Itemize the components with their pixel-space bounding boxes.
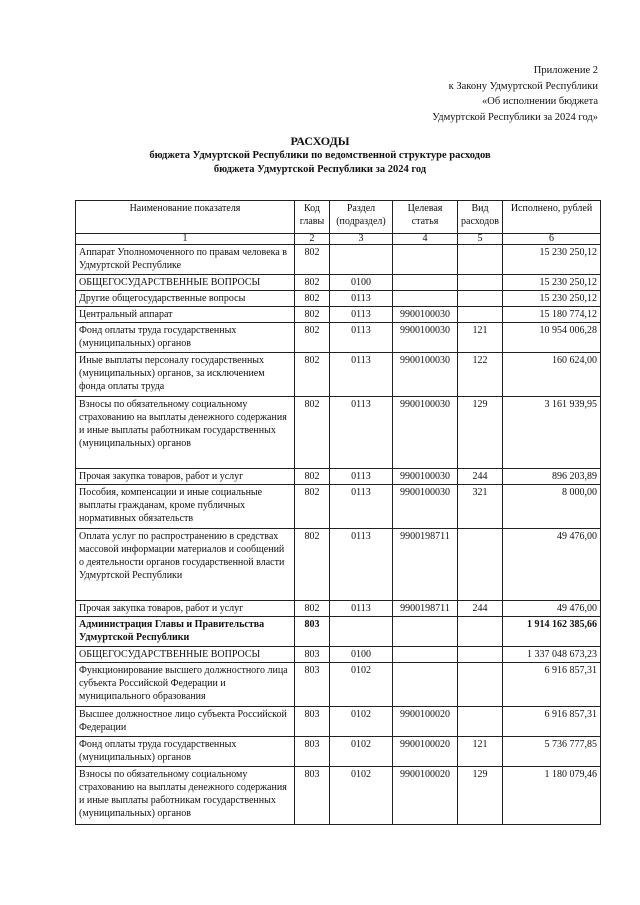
row-name-cell: Администрация Главы и Правительства Удмуртской Республики bbox=[76, 617, 295, 647]
column-number: 2 bbox=[295, 234, 330, 245]
column-number: 3 bbox=[330, 234, 393, 245]
row-name-cell: Высшее должностное лицо субъекта Российской Федерации bbox=[76, 707, 295, 737]
table-row bbox=[76, 707, 601, 737]
row-code-cell: 802 bbox=[295, 353, 330, 397]
row-section-cell: 0102 bbox=[330, 767, 393, 825]
row-amount-cell: 160 624,00 bbox=[503, 353, 601, 397]
row-name-cell: Иные выплаты персоналу государственных (муниципальных) органов, за исключением фонда оплаты труда bbox=[76, 353, 295, 397]
row-type-cell: 129 bbox=[458, 397, 503, 469]
row-type-cell bbox=[458, 291, 503, 307]
row-section-cell bbox=[330, 245, 393, 275]
row-section-cell: 0113 bbox=[330, 307, 393, 323]
row-type-cell: 244 bbox=[458, 469, 503, 485]
row-type-cell bbox=[458, 529, 503, 601]
row-section-cell: 0113 bbox=[330, 291, 393, 307]
row-section-cell: 0102 bbox=[330, 707, 393, 737]
row-amount-cell: 8 000,00 bbox=[503, 485, 601, 529]
row-section-cell: 0100 bbox=[330, 275, 393, 291]
row-name-cell: Фонд оплаты труда государственных (муниципальных) органов bbox=[76, 323, 295, 353]
row-name-cell: Взносы по обязательному социальному страхованию на выплаты денежного содержания и иные выплаты работникам государственных (муниципальных) органов bbox=[76, 397, 295, 469]
column-number: 5 bbox=[458, 234, 503, 245]
table-row bbox=[76, 397, 601, 469]
column-header-type: Вид расходов bbox=[458, 201, 503, 234]
row-target-cell: 9900100030 bbox=[393, 323, 458, 353]
row-section-cell: 0102 bbox=[330, 737, 393, 767]
row-target-cell: 9900100030 bbox=[393, 485, 458, 529]
row-target-cell: 9900100020 bbox=[393, 737, 458, 767]
row-amount-cell: 1 914 162 385,66 bbox=[503, 617, 601, 647]
table-row bbox=[76, 323, 601, 353]
row-target-cell: 9900100020 bbox=[393, 707, 458, 737]
row-code-cell: 803 bbox=[295, 647, 330, 663]
row-type-cell: 121 bbox=[458, 323, 503, 353]
row-type-cell: 121 bbox=[458, 737, 503, 767]
row-target-cell bbox=[393, 291, 458, 307]
row-code-cell: 802 bbox=[295, 245, 330, 275]
table-row bbox=[76, 601, 601, 617]
row-type-cell: 129 bbox=[458, 767, 503, 825]
row-name-cell: Аппарат Уполномоченного по правам человека в Удмуртской Республике bbox=[76, 245, 295, 275]
table-header-row bbox=[76, 201, 601, 234]
row-code-cell: 802 bbox=[295, 529, 330, 601]
row-type-cell bbox=[458, 663, 503, 707]
row-target-cell bbox=[393, 245, 458, 275]
row-name-cell: ОБЩЕГОСУДАРСТВЕННЫЕ ВОПРОСЫ bbox=[76, 275, 295, 291]
row-section-cell: 0113 bbox=[330, 529, 393, 601]
table-row bbox=[76, 617, 601, 647]
row-name-cell: Фонд оплаты труда государственных (муниципальных) органов bbox=[76, 737, 295, 767]
column-header-section: Раздел (подраздел) bbox=[330, 201, 393, 234]
row-amount-cell: 1 337 048 673,23 bbox=[503, 647, 601, 663]
table-row bbox=[76, 663, 601, 707]
row-amount-cell: 49 476,00 bbox=[503, 529, 601, 601]
appendix-line: к Закону Удмуртской Республики bbox=[448, 80, 598, 92]
row-target-cell: 9900100030 bbox=[393, 353, 458, 397]
row-target-cell: 9900198711 bbox=[393, 601, 458, 617]
table-row bbox=[76, 353, 601, 397]
row-code-cell: 802 bbox=[295, 469, 330, 485]
row-type-cell bbox=[458, 307, 503, 323]
table-row bbox=[76, 485, 601, 529]
row-name-cell: ОБЩЕГОСУДАРСТВЕННЫЕ ВОПРОСЫ bbox=[76, 647, 295, 663]
row-name-cell: Прочая закупка товаров, работ и услуг bbox=[76, 601, 295, 617]
table-row bbox=[76, 647, 601, 663]
column-number: 4 bbox=[393, 234, 458, 245]
row-section-cell: 0113 bbox=[330, 485, 393, 529]
row-amount-cell: 15 230 250,12 bbox=[503, 275, 601, 291]
table-row bbox=[76, 245, 601, 275]
appendix-block bbox=[298, 63, 598, 125]
column-number: 6 bbox=[503, 234, 601, 245]
row-code-cell: 803 bbox=[295, 707, 330, 737]
table-row bbox=[76, 767, 601, 825]
row-name-cell: Оплата услуг по распространению в средствах массовой информации материалов и сообщений о деятельности органов государственной власти Удмуртской Республики bbox=[76, 529, 295, 601]
row-name-cell: Другие общегосударственные вопросы bbox=[76, 291, 295, 307]
row-name-cell: Функционирование высшего должностного лица субъекта Российской Федерации и муниципального образования bbox=[76, 663, 295, 707]
row-section-cell bbox=[330, 617, 393, 647]
row-type-cell bbox=[458, 275, 503, 291]
row-type-cell: 321 bbox=[458, 485, 503, 529]
row-target-cell: 9900100020 bbox=[393, 767, 458, 825]
column-number: 1 bbox=[76, 234, 295, 245]
row-target-cell bbox=[393, 663, 458, 707]
row-code-cell: 802 bbox=[295, 291, 330, 307]
row-amount-cell: 1 180 079,46 bbox=[503, 767, 601, 825]
row-section-cell: 0100 bbox=[330, 647, 393, 663]
expenditure-table bbox=[75, 200, 601, 825]
row-name-cell: Центральный аппарат bbox=[76, 307, 295, 323]
row-target-cell bbox=[393, 647, 458, 663]
row-amount-cell: 10 954 006,28 bbox=[503, 323, 601, 353]
row-amount-cell: 896 203,89 bbox=[503, 469, 601, 485]
column-number-row bbox=[76, 234, 601, 245]
row-amount-cell: 15 180 774,12 bbox=[503, 307, 601, 323]
table-row bbox=[76, 291, 601, 307]
row-type-cell: 244 bbox=[458, 601, 503, 617]
row-name-cell: Пособия, компенсации и иные социальные выплаты гражданам, кроме публичных нормативных обязательств bbox=[76, 485, 295, 529]
row-section-cell: 0113 bbox=[330, 469, 393, 485]
row-amount-cell: 49 476,00 bbox=[503, 601, 601, 617]
row-section-cell: 0113 bbox=[330, 601, 393, 617]
row-code-cell: 803 bbox=[295, 737, 330, 767]
row-amount-cell: 6 916 857,31 bbox=[503, 707, 601, 737]
table-row bbox=[76, 275, 601, 291]
column-header-target: Целевая статья bbox=[393, 201, 458, 234]
row-target-cell bbox=[393, 617, 458, 647]
row-target-cell bbox=[393, 275, 458, 291]
column-header-name: Наименование показателя bbox=[76, 201, 295, 234]
row-type-cell bbox=[458, 647, 503, 663]
row-name-cell: Взносы по обязательному социальному страхованию на выплаты денежного содержания и иные выплаты работникам государственных (муниципальных) органов bbox=[76, 767, 295, 825]
appendix-line: «Об исполнении бюджета bbox=[482, 96, 598, 107]
row-section-cell: 0113 bbox=[330, 323, 393, 353]
table-row bbox=[76, 737, 601, 767]
table-row bbox=[76, 469, 601, 485]
column-header-code: Код главы bbox=[295, 201, 330, 234]
row-code-cell: 803 bbox=[295, 663, 330, 707]
row-amount-cell: 15 230 250,12 bbox=[503, 245, 601, 275]
row-code-cell: 802 bbox=[295, 601, 330, 617]
row-target-cell: 9900100030 bbox=[393, 397, 458, 469]
appendix-line: Приложение 2 bbox=[533, 65, 598, 76]
row-code-cell: 803 bbox=[295, 617, 330, 647]
row-type-cell: 122 bbox=[458, 353, 503, 397]
row-type-cell bbox=[458, 707, 503, 737]
table-row bbox=[76, 529, 601, 601]
row-code-cell: 802 bbox=[295, 323, 330, 353]
row-target-cell: 9900100030 bbox=[393, 469, 458, 485]
document-subtitle: бюджета Удмуртской Республики по ведомственной структуре расходов bbox=[149, 150, 491, 161]
row-section-cell: 0102 bbox=[330, 663, 393, 707]
table-row bbox=[76, 307, 601, 323]
row-code-cell: 802 bbox=[295, 307, 330, 323]
row-section-cell: 0113 bbox=[330, 353, 393, 397]
row-amount-cell: 15 230 250,12 bbox=[503, 291, 601, 307]
row-section-cell: 0113 bbox=[330, 397, 393, 469]
row-code-cell: 802 bbox=[295, 275, 330, 291]
document-title: РАСХОДЫ bbox=[290, 134, 350, 148]
row-code-cell: 802 bbox=[295, 485, 330, 529]
row-code-cell: 803 bbox=[295, 767, 330, 825]
row-type-cell bbox=[458, 245, 503, 275]
row-target-cell: 9900198711 bbox=[393, 529, 458, 601]
row-name-cell: Прочая закупка товаров, работ и услуг bbox=[76, 469, 295, 485]
document-subtitle: бюджета Удмуртской Республики за 2024 год bbox=[213, 164, 427, 175]
row-type-cell bbox=[458, 617, 503, 647]
row-code-cell: 802 bbox=[295, 397, 330, 469]
row-amount-cell: 6 916 857,31 bbox=[503, 663, 601, 707]
row-amount-cell: 3 161 939,95 bbox=[503, 397, 601, 469]
column-header-amount: Исполнено, рублей bbox=[503, 201, 601, 234]
row-amount-cell: 5 736 777,85 bbox=[503, 737, 601, 767]
row-target-cell: 9900100030 bbox=[393, 307, 458, 323]
appendix-line: Удмуртской Республики за 2024 год» bbox=[432, 111, 598, 123]
